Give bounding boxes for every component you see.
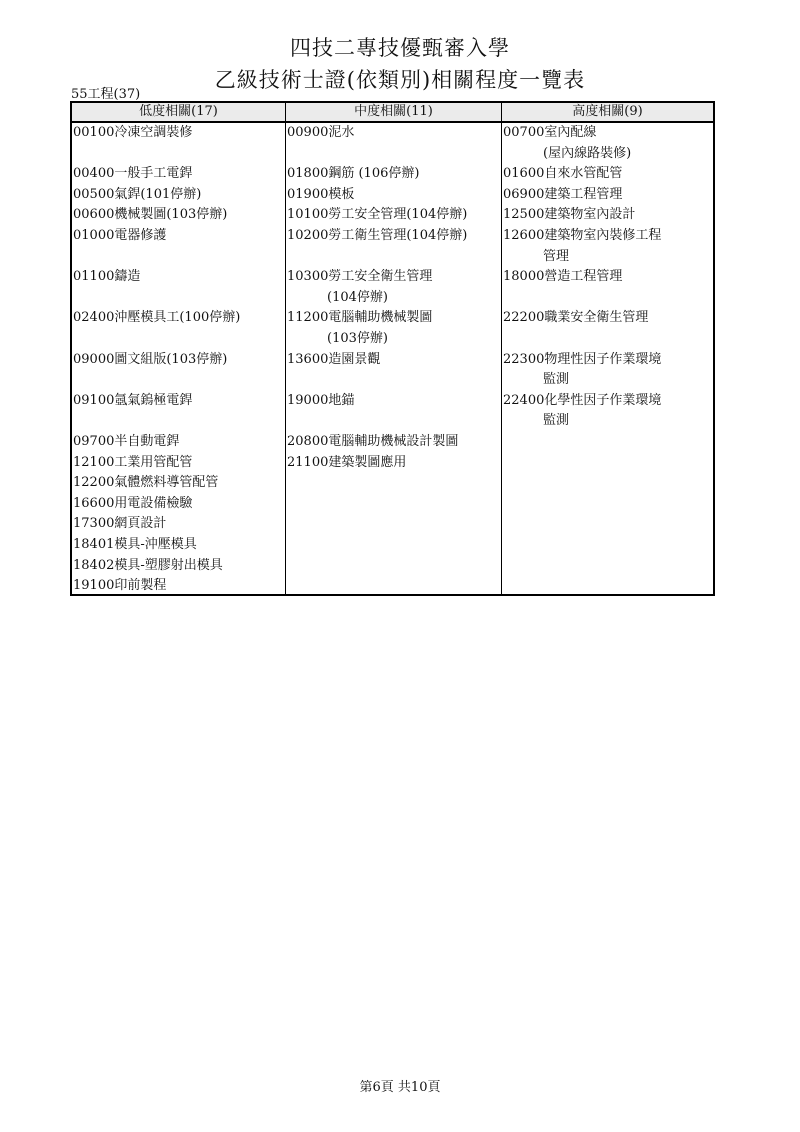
column-divider bbox=[285, 103, 286, 594]
license-item: 22200職業安全衛生管理 bbox=[503, 310, 649, 326]
license-item: 18401模具-沖壓模具 bbox=[73, 537, 197, 552]
license-item: 02400沖壓模具工(100停辦) bbox=[73, 310, 241, 326]
license-item: 10100勞工安全管理(104停辦) bbox=[287, 207, 468, 223]
license-item-continuation: (103停辦) bbox=[327, 331, 388, 346]
license-item: 22400化學性因子作業環境 bbox=[503, 392, 662, 408]
license-item: 00400一般手工電銲 bbox=[73, 166, 193, 182]
license-item: 09100氬氣鎢極電銲 bbox=[73, 392, 193, 408]
license-item: 01000電器修護 bbox=[73, 228, 167, 243]
license-item: 13600造園景觀 bbox=[287, 351, 381, 367]
category-label: 55工程(37) bbox=[71, 87, 141, 102]
license-item: 06900建築工程管理 bbox=[503, 186, 623, 202]
license-item: 00700室內配線 bbox=[503, 125, 597, 140]
page-title: 四技二專技優甄審入學 bbox=[290, 36, 510, 60]
license-item: 11200電腦輔助機械製圖 bbox=[287, 310, 433, 326]
license-item: 18402模具-塑膠射出模具 bbox=[73, 557, 223, 573]
table-header-row bbox=[72, 103, 713, 123]
license-item-continuation: (屋內線路裝修) bbox=[543, 145, 632, 161]
license-item: 09000圖文組版(103停辦) bbox=[73, 351, 228, 367]
license-item: 12200氣體燃料導管配管 bbox=[73, 475, 219, 491]
license-item-continuation: (104停辦) bbox=[327, 289, 388, 305]
license-item-continuation: 管理 bbox=[543, 248, 570, 264]
license-item: 19100印前製程 bbox=[73, 578, 167, 594]
license-item: 01800鋼筋 (106停辦) bbox=[287, 166, 420, 182]
license-item-continuation: 監測 bbox=[543, 413, 570, 429]
license-item: 12500建築物室內設計 bbox=[503, 207, 636, 223]
license-item: 12600建築物室內裝修工程 bbox=[503, 228, 662, 243]
license-item: 19000地錨 bbox=[287, 392, 355, 408]
license-item: 01900模板 bbox=[287, 186, 355, 202]
license-item: 12100工業用管配管 bbox=[73, 454, 193, 470]
license-item: 10300勞工安全衛生管理 bbox=[287, 269, 433, 285]
page-subtitle: 乙級技術士證(依類別)相關程度一覽表 bbox=[214, 68, 586, 92]
header-low-relevance: 低度相關(17) bbox=[139, 104, 218, 119]
license-item: 21100建築製圖應用 bbox=[287, 454, 407, 470]
license-item: 00600機械製圖(103停辦) bbox=[73, 207, 228, 223]
license-item-continuation: 監測 bbox=[543, 372, 570, 388]
license-item: 00500氣銲(101停辦) bbox=[73, 186, 202, 202]
license-item: 16600用電設備檢驗 bbox=[73, 495, 193, 511]
license-item: 20800電腦輔助機械設計製圖 bbox=[287, 434, 459, 449]
license-item: 10200勞工衛生管理(104停辦) bbox=[287, 228, 468, 243]
relevance-table bbox=[70, 101, 715, 596]
license-item: 00900泥水 bbox=[287, 125, 355, 140]
column-divider bbox=[501, 103, 502, 594]
page-footer: 第6頁 共10頁 bbox=[359, 1080, 441, 1095]
header-medium-relevance: 中度相關(11) bbox=[354, 104, 433, 119]
header-high-relevance: 高度相關(9) bbox=[572, 104, 643, 119]
license-item: 09700半自動電銲 bbox=[73, 434, 180, 449]
license-item: 17300網頁設計 bbox=[73, 516, 167, 532]
license-item: 22300物理性因子作業環境 bbox=[503, 351, 662, 367]
license-item: 18000營造工程管理 bbox=[503, 269, 623, 285]
license-item: 00100冷凍空調裝修 bbox=[73, 125, 193, 140]
license-item: 01600自來水管配管 bbox=[503, 166, 623, 182]
license-item: 01100鑄造 bbox=[73, 269, 141, 285]
